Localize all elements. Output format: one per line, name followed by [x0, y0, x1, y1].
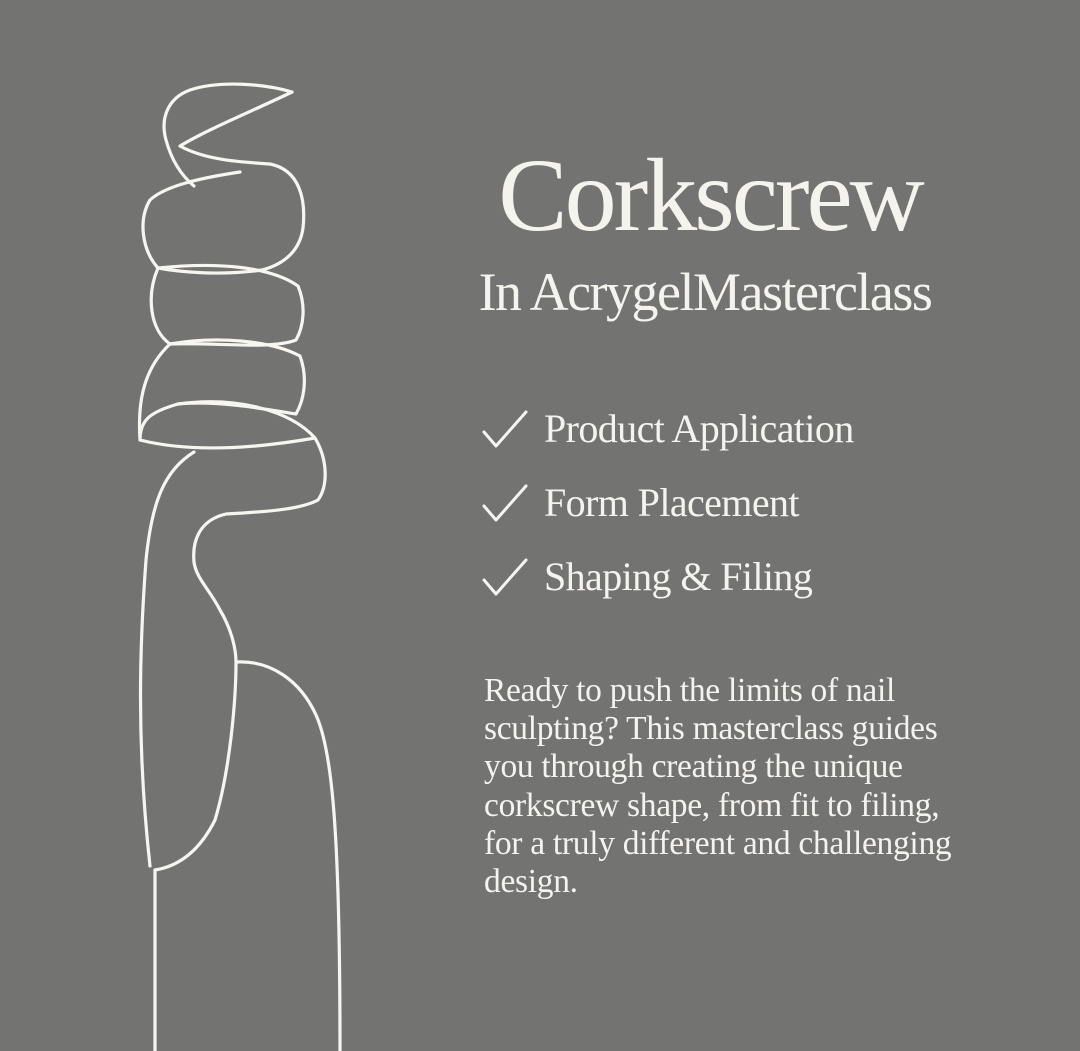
- feature-item: [480, 466, 1000, 540]
- feature-list: [480, 392, 1000, 614]
- feature-item: [480, 540, 1000, 614]
- feature-label: Form Placement: [544, 480, 799, 525]
- check-icon: [480, 404, 532, 454]
- check-icon: [480, 478, 532, 528]
- corkscrew-nail-illustration: [0, 0, 420, 1051]
- nail-neck: [155, 562, 236, 870]
- feature-item: [480, 392, 1000, 466]
- nail-tip-inner-stroke: [180, 92, 292, 164]
- feature-label: Shaping & Filing: [544, 554, 813, 599]
- page-title: Corkscrew: [498, 138, 922, 253]
- page-subtitle: In AcrygelMasterclass: [478, 262, 932, 322]
- check-icon: [480, 552, 532, 602]
- coil-3: [139, 340, 304, 440]
- feature-label: Product Application: [544, 406, 854, 451]
- coil-4-underside: [140, 438, 315, 448]
- coil-2: [151, 265, 303, 345]
- coil-4: [178, 402, 325, 562]
- coil-1: [143, 164, 304, 273]
- nail-left-edge: [141, 452, 195, 866]
- description-text: Ready to push the limits of nail sculpting? This masterclass guides you through creating the unique corkscrew shape, from fit to filing, for a truly different and challenging design.: [484, 672, 952, 901]
- finger-outline-right: [236, 662, 340, 1051]
